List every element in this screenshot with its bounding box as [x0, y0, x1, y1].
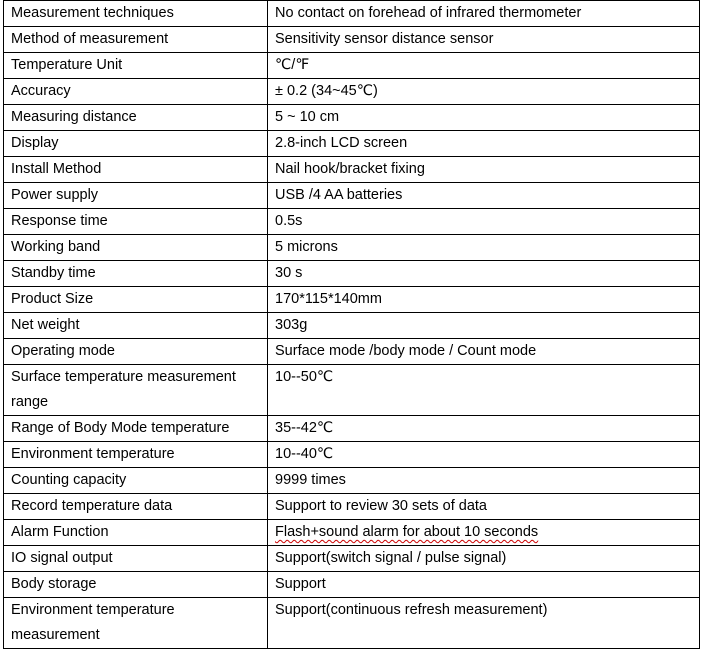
table-row	[4, 209, 700, 235]
table-row	[4, 468, 700, 494]
spec-value: No contact on forehead of infrared thermometer	[268, 1, 700, 27]
spec-value-text: Flash+sound alarm for about 10 seconds	[275, 524, 539, 540]
spec-value: 35--42℃	[268, 416, 700, 442]
table-row	[4, 183, 700, 209]
table-row	[4, 53, 700, 79]
spec-value: 30 s	[268, 261, 700, 287]
spec-label: Counting capacity	[4, 468, 268, 494]
table-row	[4, 520, 700, 546]
spec-value: Sensitivity sensor distance sensor	[268, 27, 700, 53]
table-row	[4, 339, 700, 365]
spec-label: Power supply	[4, 183, 268, 209]
spec-label: Alarm Function	[4, 520, 268, 546]
spec-value: 9999 times	[268, 468, 700, 494]
table-row	[4, 105, 700, 131]
spec-label: Operating mode	[4, 339, 268, 365]
spec-label: Net weight	[4, 313, 268, 339]
spec-label: Measuring distance	[4, 105, 268, 131]
table-row	[4, 313, 700, 339]
spec-label: Temperature Unit	[4, 53, 268, 79]
table-row	[4, 131, 700, 157]
spec-label: Response time	[4, 209, 268, 235]
table-row	[4, 287, 700, 313]
table-row	[4, 1, 700, 27]
spec-value: Support(continuous refresh measurement)	[268, 598, 700, 649]
table-row	[4, 79, 700, 105]
table-row	[4, 598, 700, 649]
table-row	[4, 365, 700, 416]
table-row	[4, 157, 700, 183]
spec-value: 2.8-inch LCD screen	[268, 131, 700, 157]
table-row	[4, 235, 700, 261]
table-row	[4, 416, 700, 442]
spec-value: USB /4 AA batteries	[268, 183, 700, 209]
spec-value: Surface mode /body mode / Count mode	[268, 339, 700, 365]
spec-label: Working band	[4, 235, 268, 261]
spec-table	[3, 0, 700, 649]
spec-label: Accuracy	[4, 79, 268, 105]
spec-value: 5 ~ 10 cm	[268, 105, 700, 131]
spec-value	[268, 520, 700, 546]
table-row	[4, 261, 700, 287]
table-row	[4, 442, 700, 468]
spec-value: 0.5s	[268, 209, 700, 235]
table-row	[4, 546, 700, 572]
spec-value: Support(switch signal / pulse signal)	[268, 546, 700, 572]
spec-label: Body storage	[4, 572, 268, 598]
spec-label: Environment temperature measurement	[4, 598, 268, 649]
spec-value: 5 microns	[268, 235, 700, 261]
spec-label: Standby time	[4, 261, 268, 287]
spec-label: Surface temperature measurement range	[4, 365, 268, 416]
spec-value: Support to review 30 sets of data	[268, 494, 700, 520]
spec-value: Support	[268, 572, 700, 598]
spec-label: Environment temperature	[4, 442, 268, 468]
spec-label: Display	[4, 131, 268, 157]
table-row	[4, 27, 700, 53]
spec-value: 303g	[268, 313, 700, 339]
table-row	[4, 572, 700, 598]
spec-label: Method of measurement	[4, 27, 268, 53]
spec-label: Product Size	[4, 287, 268, 313]
spec-label: Range of Body Mode temperature	[4, 416, 268, 442]
spec-label: IO signal output	[4, 546, 268, 572]
spec-value: ± 0.2 (34~45℃)	[268, 79, 700, 105]
spec-value: 10--50℃	[268, 365, 700, 416]
spec-label: Record temperature data	[4, 494, 268, 520]
spec-label: Measurement techniques	[4, 1, 268, 27]
spec-value: 170*115*140mm	[268, 287, 700, 313]
spec-label: Install Method	[4, 157, 268, 183]
spec-value: 10--40℃	[268, 442, 700, 468]
spec-value: ℃/℉	[268, 53, 700, 79]
spec-value: Nail hook/bracket fixing	[268, 157, 700, 183]
table-row	[4, 494, 700, 520]
